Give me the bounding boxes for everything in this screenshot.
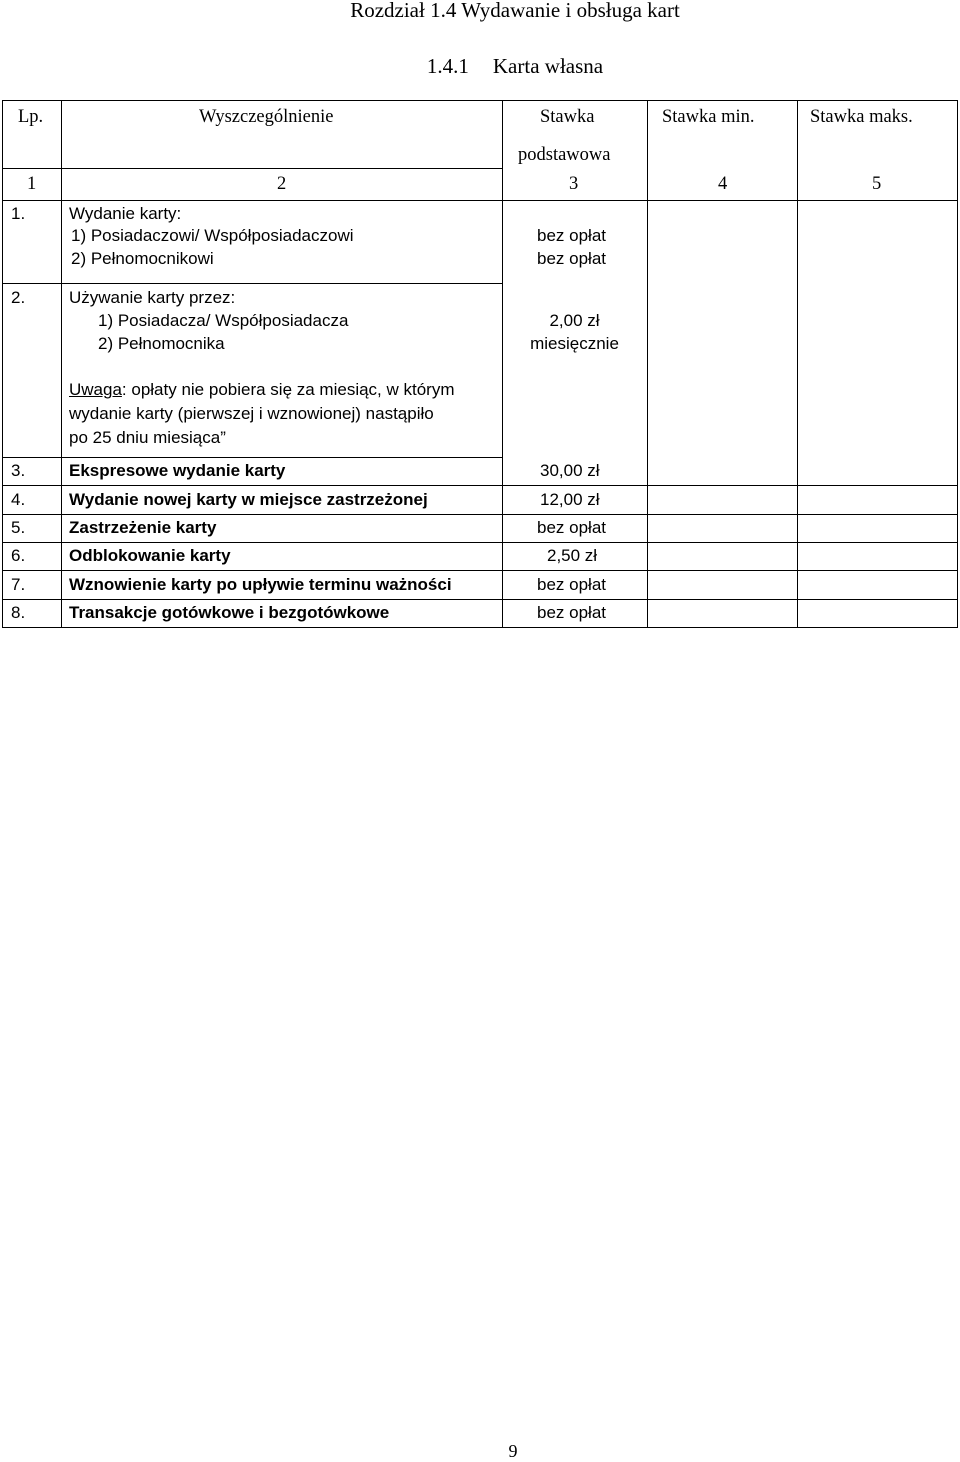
row-2-title: Używanie karty przez: bbox=[69, 288, 236, 307]
row-4-description: Wydanie nowej karty w miejsce zastrzeżonej bbox=[69, 490, 428, 509]
row-3-base-rate: 30,00 zł bbox=[540, 461, 600, 480]
col-divider-desc bbox=[502, 100, 503, 628]
table-border-bottom bbox=[2, 627, 958, 628]
row-divider-7 bbox=[2, 599, 958, 600]
colnum-3: 3 bbox=[569, 174, 579, 194]
row-1-title: Wydanie karty: bbox=[69, 204, 182, 223]
table-border-top bbox=[2, 100, 958, 101]
col-divider-min bbox=[797, 100, 798, 628]
row-1-lp: 1. bbox=[11, 204, 26, 223]
colnum-4: 4 bbox=[718, 174, 728, 194]
colnum-5: 5 bbox=[872, 174, 882, 194]
row-divider-1 bbox=[2, 283, 502, 284]
section-name: Karta własna bbox=[492, 54, 604, 78]
row-3-description: Ekspresowe wydanie karty bbox=[69, 461, 286, 480]
row-5-lp: 5. bbox=[11, 518, 26, 537]
row-divider-2 bbox=[2, 457, 502, 458]
row-2-lp: 2. bbox=[11, 288, 26, 307]
chapter-title: Rozdział 1.4 Wydawanie i obsługa kart bbox=[350, 0, 680, 22]
row-2-value: 2,00 zł bbox=[549, 311, 600, 330]
row-4-lp: 4. bbox=[11, 490, 26, 509]
row-6-lp: 6. bbox=[11, 546, 26, 565]
row-2-note-line-2: wydanie karty (pierwszej i wznowionej) nastąpiło bbox=[69, 404, 434, 423]
row-2-note-line-1 bbox=[69, 379, 455, 401]
row-divider-header-lp bbox=[2, 168, 61, 169]
row-5-description: Zastrzeżenie karty bbox=[69, 518, 217, 537]
row-divider-5 bbox=[2, 542, 958, 543]
header-min-rate: Stawka min. bbox=[662, 107, 755, 127]
row-7-description: Wznowienie karty po upływie terminu ważności bbox=[69, 575, 452, 594]
colnum-2: 2 bbox=[277, 174, 287, 194]
note-text-1: : opłaty nie pobiera się za miesiąc, w którym bbox=[121, 380, 455, 399]
row-4-base-rate: 12,00 zł bbox=[540, 490, 600, 509]
fee-table bbox=[2, 100, 958, 628]
row-1-sub-1: 1) Posiadaczowi/ Współposiadaczowi bbox=[71, 226, 354, 245]
header-max-rate: Stawka maks. bbox=[810, 107, 913, 127]
row-8-base-rate: bez opłat bbox=[537, 603, 606, 622]
header-description: Wyszczególnienie bbox=[199, 107, 334, 127]
section-title bbox=[0, 54, 960, 79]
row-7-lp: 7. bbox=[11, 575, 26, 594]
row-2-period: miesięcznie bbox=[530, 334, 619, 353]
header-lp: Lp. bbox=[18, 107, 44, 127]
header-base-rate-2: podstawowa bbox=[518, 145, 611, 165]
header-base-rate: Stawka bbox=[540, 107, 595, 127]
col-divider-base bbox=[647, 100, 648, 628]
row-divider-header-desc bbox=[61, 168, 502, 169]
row-6-description: Odblokowanie karty bbox=[69, 546, 231, 565]
row-divider-colnums bbox=[2, 200, 958, 201]
row-1-value-1: bez opłat bbox=[537, 226, 606, 245]
row-2-sub-2: 2) Pełnomocnika bbox=[98, 334, 225, 353]
page-number: 9 bbox=[508, 1441, 518, 1461]
row-8-description: Transakcje gotówkowe i bezgotówkowe bbox=[69, 603, 390, 622]
row-7-base-rate: bez opłat bbox=[537, 575, 606, 594]
row-2-note-line-3: po 25 dniu miesiąca” bbox=[69, 428, 226, 447]
row-divider-4 bbox=[2, 514, 958, 515]
table-border-left bbox=[2, 100, 3, 628]
row-1-sub-2: 2) Pełnomocnikowi bbox=[71, 249, 214, 268]
col-divider-lp bbox=[61, 100, 62, 628]
colnum-1: 1 bbox=[27, 174, 37, 194]
row-8-lp: 8. bbox=[11, 603, 26, 622]
row-divider-6 bbox=[2, 570, 958, 571]
row-1-value-2: bez opłat bbox=[537, 249, 606, 268]
row-divider-3 bbox=[2, 485, 958, 486]
row-6-base-rate: 2,50 zł bbox=[547, 546, 598, 565]
row-5-base-rate: bez opłat bbox=[537, 518, 606, 537]
note-label: Uwaga bbox=[69, 380, 122, 399]
table-border-right bbox=[957, 100, 958, 628]
row-3-lp: 3. bbox=[11, 461, 26, 480]
row-2-sub-1: 1) Posiadacza/ Współposiadacza bbox=[98, 311, 349, 330]
section-number: 1.4.1 bbox=[426, 54, 469, 78]
